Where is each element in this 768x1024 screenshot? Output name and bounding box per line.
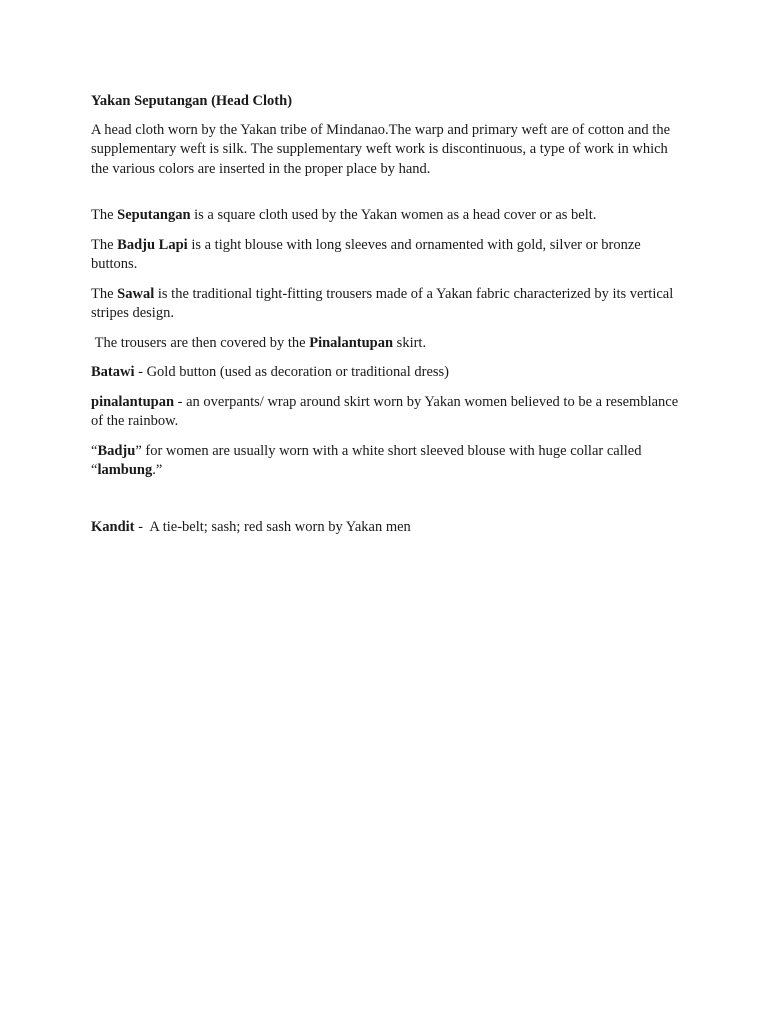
seputangan-paragraph	[91, 206, 681, 226]
badju-text: ” for women are usually worn with a white short sleeved blouse with huge collar called “	[91, 442, 642, 478]
pinalantupan-sentence-prefix: The trousers are then covered by the	[91, 334, 310, 351]
pinalantupan-text: - an overpants/ wrap around skirt worn by Yakan women believed to be a resemblance of the rainbow.	[91, 393, 679, 429]
kandit-definition	[91, 518, 681, 538]
pinalantupan-term: pinalantupan	[91, 393, 175, 410]
badju-open-quote: “	[91, 442, 98, 459]
batawi-definition	[91, 363, 681, 383]
seputangan-prefix: The	[91, 207, 118, 223]
batawi-term: Batawi	[91, 364, 135, 380]
badju-lapi-paragraph	[91, 236, 681, 275]
lambung-term: lambung	[97, 462, 153, 478]
badju-end: .”	[152, 462, 163, 478]
seputangan-text: is a square cloth used by the Yakan women as a head cover or as belt.	[190, 207, 597, 223]
pinalantupan-sentence-text: skirt.	[393, 334, 427, 351]
intro-paragraph: A head cloth worn by the Yakan tribe of Mindanao.The warp and primary weft are of cotton and the supplementary weft is silk. The supplementary weft work is discontinuous, a type of work in which the various colors are inserted in the proper place by hand.	[91, 121, 671, 177]
document-page	[91, 92, 681, 547]
pinalantupan-sentence-term: Pinalantupan	[309, 334, 394, 351]
sawal-paragraph	[91, 285, 681, 324]
kandit-term: Kandit	[91, 518, 135, 535]
sawal-text: is the traditional tight-fitting trousers made of a Yakan fabric characterized by its vertical stripes design.	[91, 285, 674, 321]
badju-term: Badju	[97, 442, 136, 459]
sawal-term: Sawal	[117, 285, 155, 302]
sawal-prefix: The	[91, 285, 118, 302]
document-title: Yakan Seputangan (Head Cloth)	[91, 93, 293, 109]
pinalantupan-sentence	[91, 334, 681, 354]
badju-lapi-term: Badju Lapi	[117, 236, 188, 253]
badju-lapi-text: is a tight blouse with long sleeves and ornamented with gold, silver or bronze buttons.	[91, 236, 641, 272]
batawi-text: - Gold button (used as decoration or traditional dress)	[134, 364, 449, 380]
badju-lapi-prefix: The	[91, 236, 118, 253]
seputangan-term: Seputangan	[117, 207, 191, 223]
kandit-text: - A tie-belt; sash; red sash worn by Yakan men	[134, 518, 411, 535]
pinalantupan-definition	[91, 393, 681, 432]
badju-paragraph	[91, 442, 681, 481]
